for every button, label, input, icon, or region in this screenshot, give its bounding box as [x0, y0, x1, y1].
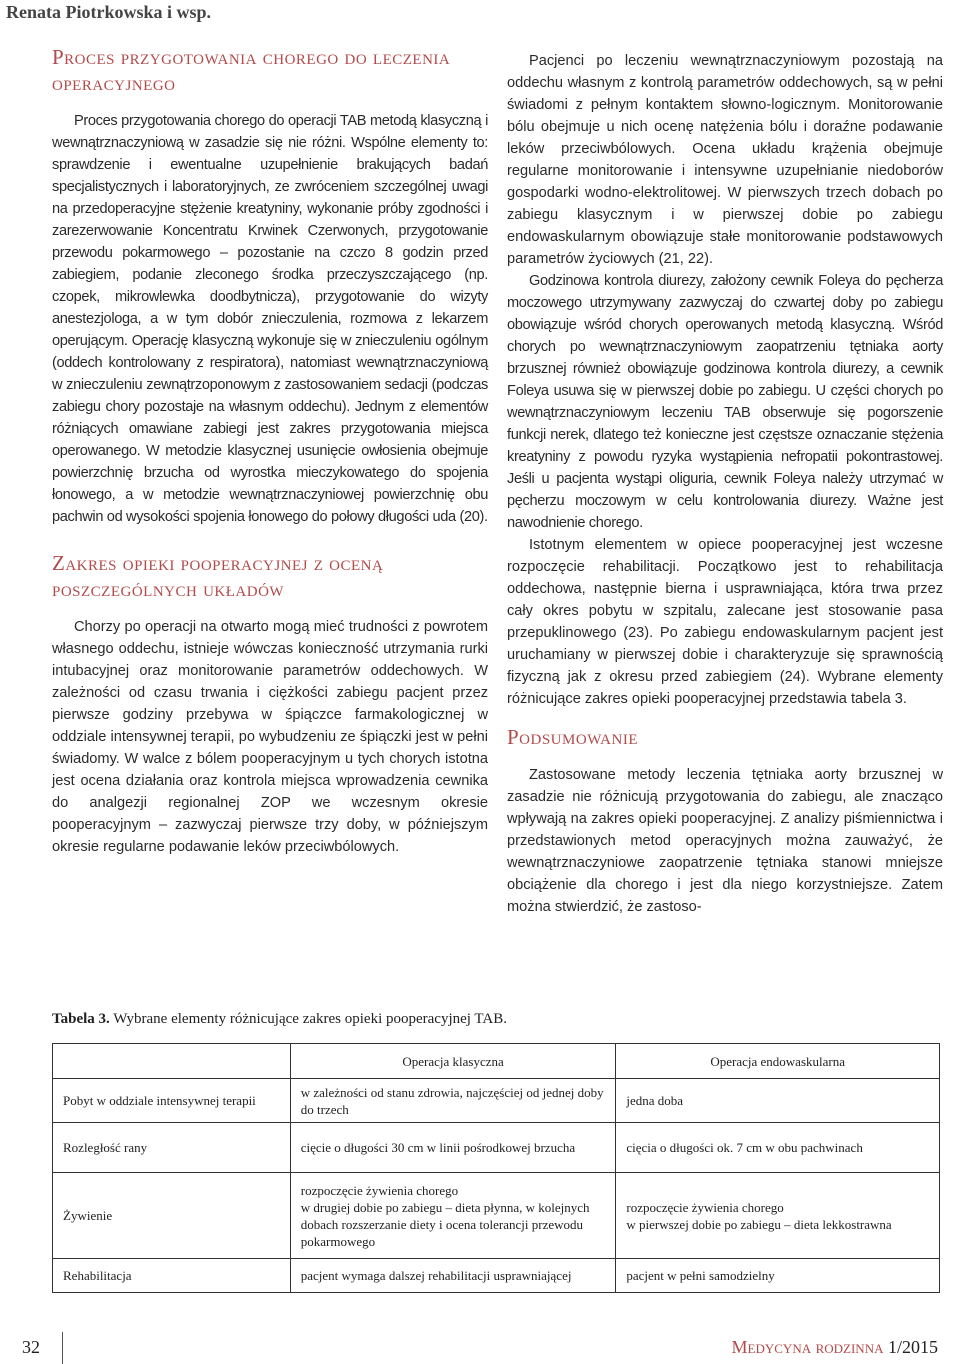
table-cell: rozpoczęcie żywienia chorego w pierwszej dobie po zabiegu – dieta lekkostrawna: [616, 1173, 940, 1259]
table-cell: cięcia o długości ok. 7 cm w obu pachwinach: [616, 1123, 940, 1173]
table-cell: rozpoczęcie żywienia chorego w drugiej dobie po zabiegu – dieta płynna, w kolejnych dobach rozszerzanie diety i ocena tolerancji przewodu pokarmowego: [290, 1173, 616, 1259]
left-column: [52, 44, 488, 858]
right-column: [507, 50, 943, 918]
section-heading-summary: Podsumowanie: [507, 725, 639, 749]
paragraph-summary: Zastosowane metody leczenia tętniaka aorty brzusznej w zasadzie nie różnicują przygotowania do zabiegu, ale znacząco wpływają na zakres opieki pooperacyjnej. Z analizy piśmiennictwa i przedstawionych metod operacyjnych można zauważyć, że wewnątrznaczyniowe zaopatrzenie tętniaka stanowi mniejsze obciążenie dla chorego i jest dla niego korzystniejsze. Zatem można stwierdzić, że zastoso-: [507, 767, 943, 915]
table-header-row: [53, 1044, 940, 1079]
table-cell: cięcie o długości 30 cm w linii pośrodkowej brzucha: [290, 1123, 616, 1173]
header-cell-endovascular: Operacja endowaskularna: [616, 1044, 940, 1079]
paragraph-rehabilitation: Istotnym elementem w opiece pooperacyjnej jest wczesne rozpoczęcie rehabilitacji. Początkowo jest to rehabilitacja oddechowa, następnie bierna i usprawniająca, która trwa przez cały okres pobytu w szpitalu, zalecane jest stosowanie pasa przepuklinowego (23). Po zabiegu endowaskularnym pacjent jest uruchamiany w pierwszej dobie i charakteryzuje się sprawnością fizyczną jak z okresu przed zabiegiem (24). Wybrane elementy różnicujące zakres opieki pooperacyjnej przedstawia tabela 3.: [507, 537, 943, 707]
page-number: 32: [22, 1337, 40, 1357]
section-heading-postoperative-care: Zakres opieki pooperacyjnej z oceną poszczególnych układów: [52, 551, 384, 601]
paragraph-postoperative-care: Chorzy po operacji na otwarto mogą mieć trudności z powrotem własnego oddechu, istnieje wówczas konieczność utrzymania rurki intubacyjnej oraz monitorowanie parametrów oddechowych. W zależności od czasu trwania i ciężkości zabiegu pacjent przez pierwsze godziny przebywa w śpiączce farmakologicznej w oddziale intensywnej terapii, po wybudzeniu ze śpiączki jest w pełni świadomy. W walce z bólem pooperacyjnym u tych chorych istotna jest ocena działania oraz kontrola miejsca wprowadzenia cewnika do analgezji regionalnej ZOP we wczesnym okresie pooperacyjnym – zazwyczaj pierwsze trzy doby, w późniejszym okresie regularne podawanie leków przeciwbólowych.: [52, 619, 488, 855]
table-caption-text: Wybrane elementy różnicujące zakres opieki pooperacyjnej TAB.: [109, 1011, 507, 1027]
running-head: Renata Piotrkowska i wsp.: [6, 2, 212, 22]
table-cell: Żywienie: [53, 1173, 291, 1259]
table-cell: jedna doba: [616, 1079, 940, 1123]
comparison-table: [52, 1043, 940, 1293]
table-row: [53, 1123, 940, 1173]
table-caption-label: Tabela 3.: [52, 1011, 110, 1027]
header-cell-empty: [53, 1044, 291, 1079]
journal-name: Medycyna rodzinna: [731, 1337, 884, 1357]
table-row: [53, 1079, 940, 1123]
footer-divider: [62, 1332, 63, 1364]
paragraph-diuresis: Godzinowa kontrola diurezy, założony cewnik Foleya do pęcherza moczowego utrzymywany zazwyczaj do czwartej doby po zabiegu obowiązuje wśród chorych operowanych metodą klasyczną. Wśród chorych po wewnątrznaczyniowym zaopatrzeniu tętniaka aorty brzusznej również obowiązuje godzinowa kontrola diurezy, a cewnik Foleya usuwa się w pierwszej dobie po zabiegu. U części chorych po wewnątrznaczyniowym leczeniu TAB obserwuje się pogorszenie funkcji nerek, dlatego też konieczne jest częstsze oznaczanie stężenia kreatyniny z powodu ryzyka wystąpienia nefropatii pokontrastowej. Jeśli u pacjenta wystąpi oliguria, cewnik Foleya należy utrzymać w pęcherzu moczowym w celu kontrolowania diurezy. Ważne jest nawodnienie chorego.: [507, 273, 943, 531]
journal-footer: [732, 1337, 938, 1358]
paragraph-endovascular-patients: Pacjenci po leczeniu wewnątrznaczyniowym pozostają na oddechu własnym z kontrolą parametrów oddechowych, są w pełni świadomi z pełnym kontaktem słowno-logicznym. Monitorowanie bólu obejmuje u nich ocenę natężenia bólu i doraźne podawanie leków przeciwbólowych. Ocena układu krążenia obejmuje regularne monitorowanie i intensywne uzupełnianie niedoborów gospodarki wodno-elektrolitowej. W pierwszych trzech dobach po zabiegu klasycznym i w pierwszej dobie po zabiegu endowaskularnym obowiązuje stałe monitorowanie podstawowych parametrów życiowych (21, 22).: [507, 53, 943, 267]
table-row: [53, 1173, 940, 1259]
table-row: [53, 1259, 940, 1293]
table-cell: Pobyt w oddziale intensywnej terapii: [53, 1079, 291, 1123]
header-cell-classic: Operacja klasyczna: [290, 1044, 616, 1079]
journal-issue: 1/2015: [887, 1337, 938, 1357]
table-cell: pacjent wymaga dalszej rehabilitacji usprawniającej: [290, 1259, 616, 1293]
table-cell: pacjent w pełni samodzielny: [616, 1259, 940, 1293]
table-cell: Rozległość rany: [53, 1123, 291, 1173]
table-cell: w zależności od stanu zdrowia, najczęściej od jednej doby do trzech: [290, 1079, 616, 1123]
paragraph-preparation: Proces przygotowania chorego do operacji TAB metodą klasyczną i wewnątrznaczyniową w zasadzie się nie różni. Wspólne elementy to: sprawdzenie i ewentualne uzupełnienie brakujących badań specjalistycznych i laboratoryjnych, ze zwróceniem szczególnej uwagi na przedoperacyjne stężenie kreatyniny, wykonanie próby zgodności i zarezerwowanie Koncentratu Krwinek Czerwonych, przygotowanie przewodu pokarmowego – pozostanie na czczo 8 godzin przed zabiegiem, podanie zleconego środka przeczyszczającego (np. czopek, mikrowlewka doodbytnicza), przygotowanie do wizyty anestezjologa, a w tym dobór znieczulenia, rozmowa z lekarzem operującym. Operację klasyczną wykonuje się w znieczuleniu ogólnym (oddech kontrolowany z respiratora), natomiast wewnątrznaczyniową w znieczuleniu zewnątrzoponowym z zastosowaniem sedacji (podczas zabiegu chory pozostaje na własnym oddechu). Jednym z elementów różniących omawiane zabiegi jest zakres przygotowania miejsca operowanego. W metodzie klasycznej usunięcie owłosienia obejmuje powierzchnię brzucha od wyrostka mieczykowatego do spojenia łonowego, a w metodzie wewnątrznaczyniowej powierzchnię obu pachwin od wysokości spojenia łonowego do połowy długości uda (20).: [52, 113, 488, 525]
section-heading-preparation: Proces przygotowania chorego do leczenia operacyjnego: [52, 45, 451, 95]
table-cell: Rehabilitacja: [53, 1259, 291, 1293]
table-caption: [52, 1011, 507, 1028]
